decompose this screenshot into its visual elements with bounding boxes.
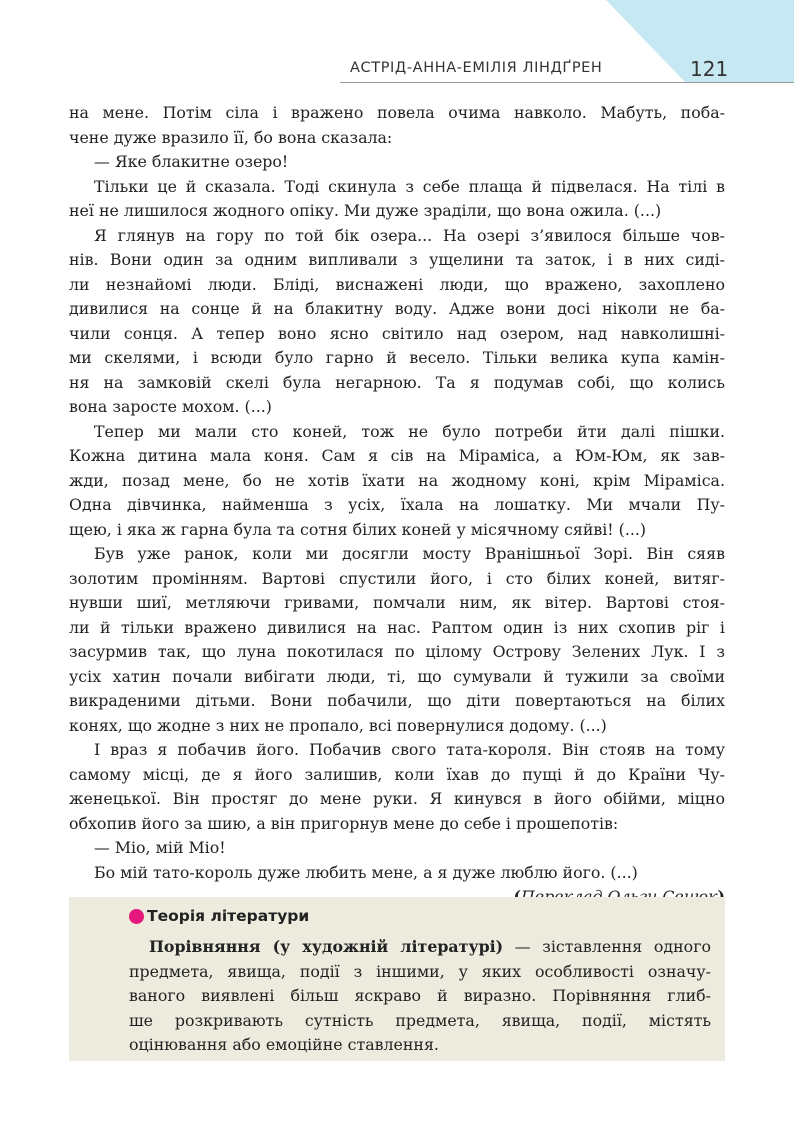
text-line: викраденими дітьми. Вони побачили, що діти повертаються на білих [69,691,725,710]
text-line: Кожна дитина мала коня. Сам я сів на Міраміса, а Юм-Юм, як зав- [69,446,725,465]
header-rule [340,82,794,83]
text-line: Одна дівчинка, найменша з усіх, їхала на лошатку. Ми мчали Пу- [69,495,725,514]
text-line: чене дуже вразило її, бо вона сказала: [69,127,393,147]
text-line: самому місці, де я його залишив, коли їхав до пущі й до Країни Чу- [69,764,725,784]
text-line: Тепер ми мали сто коней, тож не було потреби йти далі пішки. [94,421,725,441]
definition-line: предмета, явища, події з іншими, у яких особливості означу- [129,961,711,981]
text-line: жди, позад мене, бо не хотів їхати на жодному коні, крім Міраміса. [69,470,725,490]
text-line: І враз я побачив його. Побачив свого тата-короля. Він стояв на тому [94,740,725,759]
story-text [69,101,725,910]
text-line: конях, що жодне з них не пропало, всі повернулися додому. (...) [69,715,607,735]
text-line: женецької. Він простяг до мене руки. Я кинувся в його обійми, міцно [69,789,725,808]
text-line: вона заросте мохом. (...) [69,397,272,416]
theory-heading-text: Теорія літератури [147,907,310,925]
text-line: нувши шиї, метляючи гривами, помчали ним, як вітер. Вартові стоя- [69,593,725,612]
text-line: золотим промінням. Вартові спустили його, і сто білих коней, витяг- [69,568,725,588]
text-line: неї не лишилося жодного опіку. Ми дуже зраділи, що вона ожила. (...) [69,201,662,220]
text-line: — Міо, мій Міо! [94,838,226,857]
text-line: щею, і яка ж гарна була та сотня білих коней у місячному сяйві! (...) [69,519,647,539]
page-number: 121 [690,57,729,81]
text-line: нів. Вони один за одним випливали з ущелини та заток, і в них сиді- [69,250,725,269]
text-line: ли незнайомі люди. Бліді, виснажені люди, що вражено, захоплено [69,274,725,294]
theory-heading [129,907,309,925]
text-line: ня на замковій скелі була негарною. Та я подумав собі, що колись [69,372,725,392]
running-header-author: АСТРІД-АННА-ЕМІЛІЯ ЛІНДҐРЕН [350,60,603,76]
definition-line: ваного виявлені більш яскраво й виразно. Порівняння глиб- [129,986,711,1005]
bullet-circle-icon [129,909,144,924]
text-line: на мене. Потім сіла і вражено повела очима навколо. Мабуть, поба- [69,103,725,122]
text-line: дивилися на сонце й на блакитну воду. Адже вони досі ніколи не ба- [69,299,725,318]
definition-line: оцінювання або емоційне ставлення. [129,1035,439,1054]
text-line: ли й тільки вражено дивилися на нас. Раптом один із них схопив ріг і [69,617,725,637]
text-line: усіх хатин почали вибігати люди, ті, що сумували й тужили за своїми [69,666,725,686]
text-line: Тільки це й сказала. Тоді скинула з себе плаща й підвелася. На тілі в [94,176,725,196]
text-line: обхопив його за шию, а він пригорнув мене до себе і прошепотів: [69,813,619,833]
text-line: ми скелями, і всюди було гарно й весело. Тільки велика купа камін- [69,348,725,367]
theory-definition [129,935,711,1058]
literary-theory-box [69,897,725,1061]
definition-line: ше розкривають сутність предмета, явища, події, містять [129,1010,711,1030]
text-line: засурмив так, що луна покотилася по цілому Острову Зелених Лук. І з [69,642,725,661]
definition-line [129,935,711,960]
text-line: чили сонця. А тепер воно ясно світило над озером, над навколишні- [69,323,725,343]
definition-text: — зіставлення одного [503,937,711,956]
definition-term: Порівняння (у художній літературі) [149,937,504,956]
text-line: Бо мій тато-король дуже любить мене, а я дуже люблю його. (...) [94,862,638,882]
text-line: — Яке блакитне озеро! [94,152,289,171]
text-line: Я глянув на гору по той бік озера... На озері з’явилося більше чов- [94,225,725,245]
text-line: Був уже ранок, коли ми досягли мосту Вранішньої Зорі. Він сяяв [94,544,725,563]
